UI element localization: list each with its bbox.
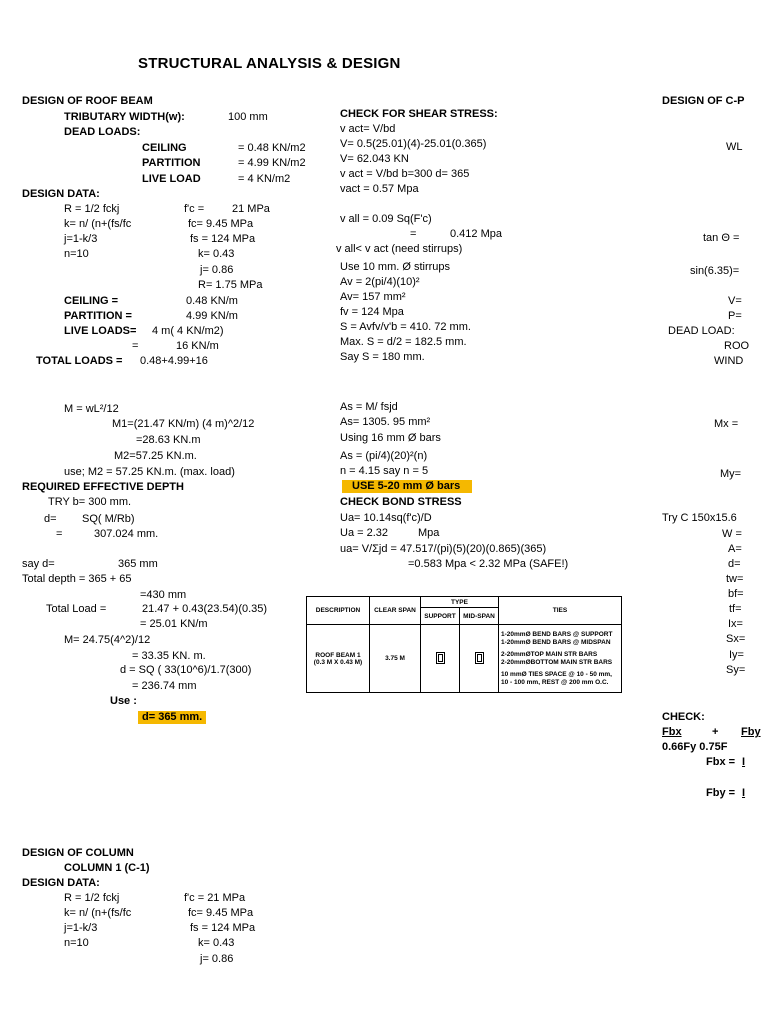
d-sq-result: = 236.74 mm: [132, 680, 197, 692]
cp-my: My=: [720, 468, 742, 480]
column-j: j= 0.86: [200, 953, 234, 965]
column-k: k= 0.43: [198, 937, 235, 949]
say-s: Say S = 180 mm.: [340, 351, 425, 363]
max-s: Max. S = d/2 = 182.5 mm.: [340, 336, 467, 348]
ties-line-2: 1-20mmØ BEND BARS @ MIDSPAN: [501, 638, 611, 646]
live2-result: 16 KN/m: [176, 340, 219, 352]
total-load-result: = 25.01 KN/m: [140, 618, 208, 630]
ties-line-1: 1-20mmØ BEND BARS @ SUPPORT: [501, 630, 613, 638]
row-clear-span: 3.75 M: [370, 625, 421, 693]
m1-formula: M1=(21.47 KN/m) (4 m)^2/12: [112, 418, 255, 430]
total-loads-value: 0.48+4.99+16: [140, 355, 208, 367]
m2-value: M2=57.25 KN.m.: [114, 450, 197, 462]
cp-fby: Fby: [741, 726, 761, 738]
fv-value: fv = 124 Mpa: [340, 306, 404, 318]
vall-compare: v all< v act (need stirrups): [336, 243, 463, 255]
roof-beam-heading: DESIGN OF ROOF BEAM: [22, 95, 153, 107]
ua-unit: Mpa: [418, 527, 440, 539]
beam-schedule-table: [306, 596, 622, 693]
ties-line-4: 2-20mmØBOTTOM MAIN STR BARS: [501, 658, 613, 666]
ties-line-3: 2-20mmØTOP MAIN STR BARS: [501, 650, 598, 658]
cp-d: d=: [728, 558, 741, 570]
ua-calc: ua= V/Σjd = 47.517/(pi)(5)(20)(0.865)(365): [340, 543, 547, 555]
header-type: TYPE: [421, 597, 499, 608]
use-stirrups: Use 10 mm. Ø stirrups: [340, 261, 451, 273]
fc-label: f'c =: [184, 203, 205, 215]
row-support: [421, 625, 460, 693]
cp-tf: tf=: [729, 603, 742, 615]
r-formula: R = 1/2 fckj: [64, 203, 120, 215]
use-bars-highlight: USE 5-20 mm Ø bars: [342, 480, 472, 493]
j-formula: j=1-k/3: [64, 233, 98, 245]
s-formula: S = Avfv/v'b = 410. 72 mm.: [340, 321, 471, 333]
column-sub: COLUMN 1 (C-1): [64, 862, 150, 874]
vact-value: vact = 0.57 Mpa: [340, 183, 419, 195]
cp-try-c: Try C 150x15.6: [662, 512, 737, 524]
column-fc2: fc= 9.45 MPa: [188, 907, 254, 919]
r-value: R= 1.75 MPa: [198, 279, 263, 291]
partition-label: PARTITION: [142, 157, 201, 169]
cp-mx: Mx =: [714, 418, 739, 430]
live-load-label: LIVE LOAD: [142, 173, 201, 185]
d-value: 307.024 mm.: [94, 528, 159, 540]
cp-wl: WL: [726, 141, 743, 153]
vall-value: 0.412 Mpa: [450, 228, 502, 240]
n-value: n=10: [64, 248, 89, 260]
design-data-heading: DESIGN DATA:: [22, 188, 100, 200]
m1-result: =28.63 KN.m: [136, 434, 201, 446]
say-d-label: say d=: [22, 558, 55, 570]
cp-fbx-value: I: [742, 756, 746, 768]
cp-w: W =: [722, 528, 742, 540]
as-formula: As = M/ fsjd: [340, 401, 398, 413]
cp-plus: +: [712, 726, 719, 738]
ceiling2-value: 0.48 KN/m: [186, 295, 238, 307]
cp-sy: Sy=: [726, 664, 746, 676]
cp-tw: tw=: [726, 573, 744, 585]
ua-result: =0.583 Mpa < 2.32 MPa (SAFE!): [408, 558, 569, 570]
partition2-label: PARTITION =: [64, 310, 132, 322]
ceiling2-label: CEILING =: [64, 295, 119, 307]
ceiling-value: = 0.48 KN/m2: [238, 142, 306, 154]
column-design-data: DESIGN DATA:: [22, 877, 100, 889]
d-sq-formula: d = SQ ( 33(10^6)/1.7(300): [120, 664, 252, 676]
cp-check: CHECK:: [662, 711, 705, 723]
use-d-highlight: d= 365 mm.: [138, 711, 206, 724]
live2-eq: =: [132, 340, 139, 352]
partition-value: = 4.99 KN/m2: [238, 157, 306, 169]
ceiling-label: CEILING: [142, 142, 187, 154]
cp-p: P=: [728, 310, 742, 322]
av-value: Av= 157 mm²: [340, 291, 406, 303]
j-value: j= 0.86: [200, 264, 234, 276]
v-formula: V= 0.5(25.01)(4)-25.01(0.365): [340, 138, 487, 150]
column-fc: f'c = 21 MPa: [184, 892, 246, 904]
header-ties: TIES: [499, 597, 622, 625]
cp-roof: ROO: [724, 340, 750, 352]
live2-value: 4 m( 4 KN/m2): [152, 325, 224, 337]
cp-bf: bf=: [728, 588, 744, 600]
ua-formula: Ua= 10.14sq(f'c)/D: [340, 512, 432, 524]
ties-line-6: 10 - 100 mm, REST @ 200 mm O.C.: [501, 678, 609, 686]
cp-fbx: Fbx: [662, 726, 682, 738]
ties-line-5: 10 mmØ TIES SPACE @ 10 - 50 mm,: [501, 670, 612, 678]
vall-eq: =: [410, 228, 417, 240]
total-loads-label: TOTAL LOADS =: [36, 355, 123, 367]
d-label: d=: [44, 513, 57, 525]
k-value: k= 0.43: [198, 248, 235, 260]
live-load-value: = 4 KN/m2: [238, 173, 291, 185]
total-depth-result: =430 mm: [140, 589, 187, 601]
as-value: As= 1305. 95 mm²: [340, 416, 431, 428]
header-support: SUPPORT: [421, 608, 460, 625]
fs-value: fs = 124 MPa: [190, 233, 256, 245]
row-ties: [499, 625, 622, 693]
header-clear-span: CLEAR SPAN: [370, 597, 421, 625]
column-j-formula: j=1-k/3: [64, 922, 98, 934]
column-heading: DESIGN OF COLUMN: [22, 847, 134, 859]
tributary-value: 100 mm: [228, 111, 268, 123]
dead-loads-label: DEAD LOADS:: [64, 126, 141, 138]
header-description: DESCRIPTION: [307, 597, 370, 625]
table-row: [307, 625, 622, 693]
midspan-section-icon: [475, 652, 484, 664]
row-description: ROOF BEAM 1 (0.3 M X 0.43 M): [307, 625, 370, 693]
column-fs: fs = 124 MPa: [190, 922, 256, 934]
vall-formula: v all = 0.09 Sq(F'c): [340, 213, 432, 225]
n-bars: n = 4.15 say n = 5: [340, 465, 429, 477]
total-load-label: Total Load =: [46, 603, 107, 615]
cp-fbx-eq: Fbx =: [706, 756, 736, 768]
cp-ix: Ix=: [728, 618, 743, 630]
cp-fby-eq: Fby =: [706, 787, 736, 799]
column-r-formula: R = 1/2 fckj: [64, 892, 120, 904]
using-bars: Using 16 mm Ø bars: [340, 432, 441, 444]
row-midspan: [460, 625, 499, 693]
cp-wind: WIND: [714, 355, 744, 367]
column-k-formula: k= n/ (n+(fs/fc: [64, 907, 132, 919]
cp-dead-load: DEAD LOAD:: [668, 325, 735, 337]
fc2-value: fc= 9.45 MPa: [188, 218, 254, 230]
use-m2: use; M2 = 57.25 KN.m. (max. load): [64, 466, 235, 478]
av-formula: Av = 2(pi/4)(10)²: [340, 276, 420, 288]
cp-iy: Iy=: [729, 649, 744, 661]
d-eq: =: [56, 528, 63, 540]
moment-eq: M= 24.75(4^2)/12: [64, 634, 151, 646]
total-load-value: 21.47 + 0.43(23.54)(0.35): [142, 603, 268, 615]
say-d-value: 365 mm: [118, 558, 158, 570]
d-formula: SQ( M/Rb): [82, 513, 135, 525]
v-value: V= 62.043 KN: [340, 153, 409, 165]
vact-bd: v act = V/bd b=300 d= 365: [340, 168, 470, 180]
cp-fy-line: 0.66Fy 0.75F: [662, 741, 728, 753]
cp-v: V=: [728, 295, 742, 307]
use-label: Use :: [110, 695, 137, 707]
support-section-icon: [436, 652, 445, 664]
cp-heading: DESIGN OF C-P: [662, 95, 745, 107]
column-n: n=10: [64, 937, 89, 949]
cp-sin: sin(6.35)=: [690, 265, 740, 277]
k-formula: k= n/ (n+(fs/fc: [64, 218, 132, 230]
as-bars-formula: As = (pi/4)(20)²(n): [340, 450, 428, 462]
partition2-value: 4.99 KN/m: [186, 310, 238, 322]
try-b: TRY b= 300 mm.: [48, 496, 132, 508]
cp-tan: tan Θ =: [703, 232, 740, 244]
header-midspan: MID-SPAN: [460, 608, 499, 625]
cp-fby-value: I: [742, 787, 746, 799]
shear-heading: CHECK FOR SHEAR STRESS:: [340, 108, 498, 120]
live2-label: LIVE LOADS=: [64, 325, 137, 337]
total-depth: Total depth = 365 + 65: [22, 573, 132, 585]
ua-value: Ua = 2.32: [340, 527, 389, 539]
cp-sx: Sx=: [726, 633, 746, 645]
fc-value: 21 MPa: [232, 203, 270, 215]
moment-eq-result: = 33.35 KN. m.: [132, 650, 206, 662]
page-title: STRUCTURAL ANALYSIS & DESIGN: [138, 55, 401, 72]
cp-a: A=: [728, 543, 742, 555]
tributary-label: TRIBUTARY WIDTH(w):: [64, 111, 185, 123]
vact-formula: v act= V/bd: [340, 123, 396, 135]
bond-stress-heading: CHECK BOND STRESS: [340, 496, 462, 508]
moment-formula: M = wL²/12: [64, 403, 119, 415]
required-depth-heading: REQUIRED EFFECTIVE DEPTH: [22, 481, 184, 493]
